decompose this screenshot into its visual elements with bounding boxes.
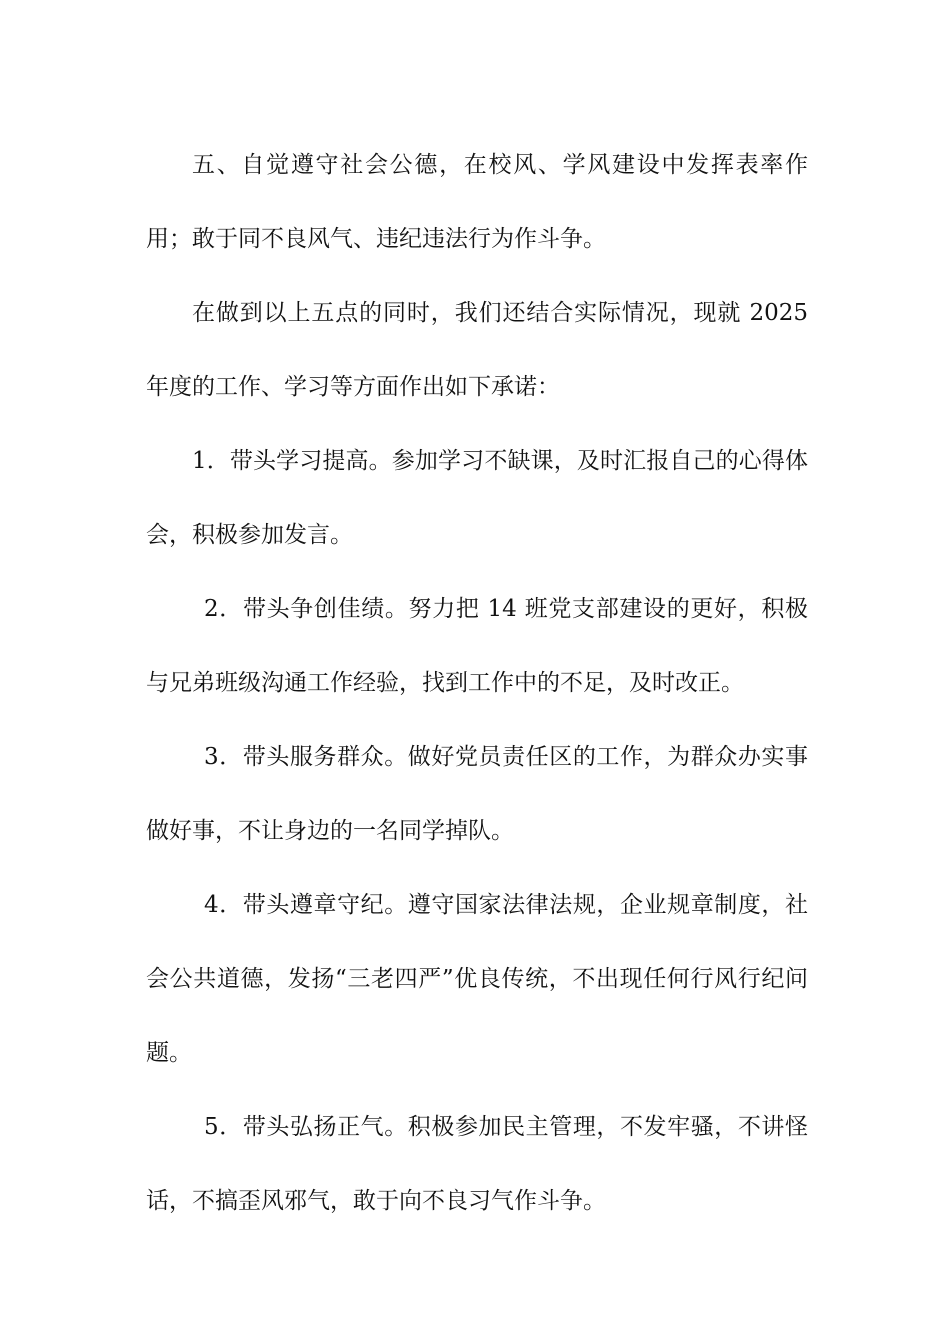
paragraph-commitment-intro: 在做到以上五点的同时，我们还结合实际情况，现就 2025 年度的工作、学习等方面作出如下承诺：: [146, 300, 808, 400]
document-body: [146, 128, 808, 1238]
paragraph-commitment-5: 5．带头弘扬正气。积极参加民主管理，不发牢骚，不讲怪话，不搞歪风邪气，敢于向不良习气作斗争。: [146, 1114, 808, 1214]
paragraph-rule-five: 五、自觉遵守社会公德，在校风、学风建设中发挥表率作用；敢于同不良风气、违纪违法行为作斗争。: [146, 152, 808, 252]
paragraph-commitment-2: 2．带头争创佳绩。努力把 14 班党支部建设的更好，积极与兄弟班级沟通工作经验，找到工作中的不足，及时改正。: [146, 596, 808, 696]
paragraph-commitment-1: 1．带头学习提高。参加学习不缺课，及时汇报自己的心得体会，积极参加发言。: [146, 448, 808, 548]
paragraph-commitment-3: 3．带头服务群众。做好党员责任区的工作，为群众办实事做好事，不让身边的一名同学掉队。: [146, 744, 808, 844]
paragraph-commitment-4: 4．带头遵章守纪。遵守国家法律法规，企业规章制度，社会公共道德，发扬“三老四严”优良传统，不出现任何行风行纪问题。: [146, 892, 808, 1066]
